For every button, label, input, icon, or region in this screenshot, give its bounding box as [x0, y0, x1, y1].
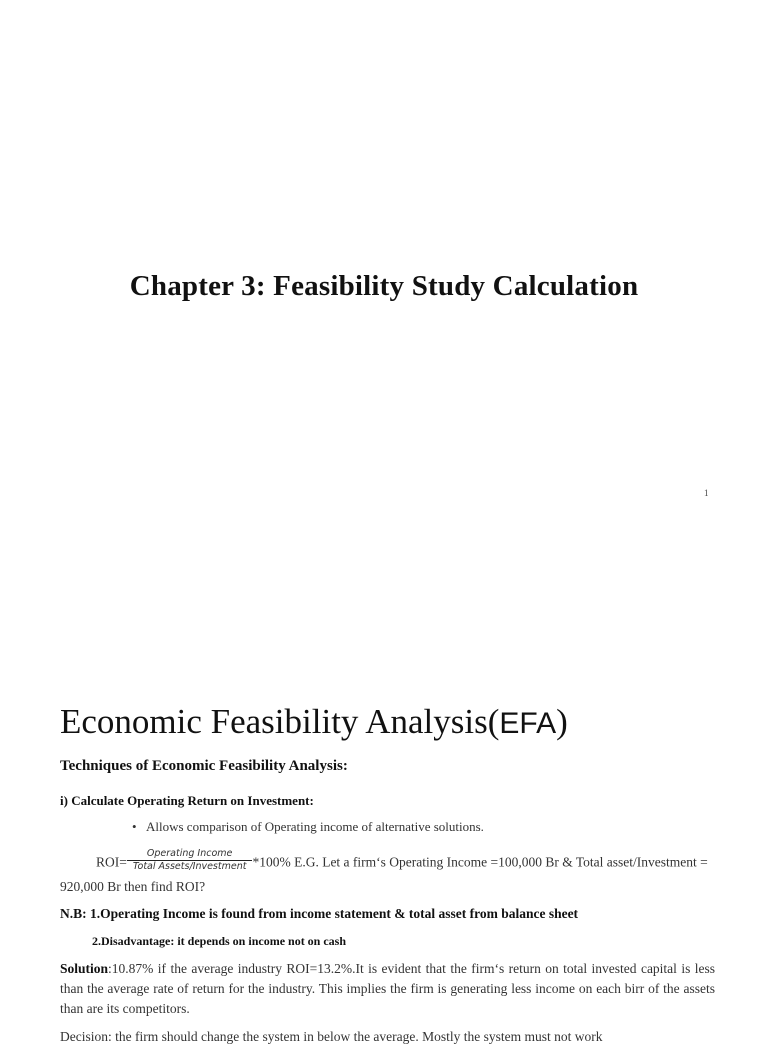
efa-abbreviation: EFA	[499, 707, 557, 740]
efa-heading	[60, 700, 715, 746]
solution-label: Solution	[60, 961, 109, 976]
techniques-heading: Techniques of Economic Feasibility Analysis:	[60, 758, 348, 774]
page-2-content	[60, 700, 715, 1044]
cut-off-paragraph: Decision: the firm should change the system in below the average. Mostly the system must not work	[60, 1029, 603, 1044]
bullet-icon: •	[132, 819, 137, 834]
roi-denominator: Total Assets/Investment	[132, 861, 247, 872]
solution-text: :10.87% if the average industry ROI=13.2%.It is evident that the firm‘s return on total invested capital is less than the average rate of return for the industry. This implies the firm is generating less income on each birr of the assets than are its competitors.	[60, 961, 715, 1016]
efa-heading-text: Economic Feasibility Analysis(	[60, 702, 500, 741]
roi-subheading: i) Calculate Operating Return on Investment:	[60, 793, 314, 808]
bullet-item	[132, 819, 715, 835]
roi-numerator: Operating Income	[127, 848, 253, 861]
chapter-title: Chapter 3: Feasibility Study Calculation	[129, 270, 639, 302]
roi-fraction	[127, 848, 253, 873]
roi-suffix: *100% E.G. Let a firm‘s Operating Income =100,000 Br & Total asset/Investment = 920,000 Br then find ROI?	[60, 854, 708, 894]
roi-prefix: ROI=	[96, 854, 127, 870]
page-number: 1	[704, 488, 709, 498]
nb-note: N.B: 1.Operating Income is found from income statement & total asset from balance sheet	[60, 906, 579, 921]
solution-paragraph	[60, 959, 715, 1019]
disadvantage-note: 2.Disadvantage: it depends on income not on cash	[92, 934, 347, 948]
roi-formula-paragraph	[60, 848, 715, 898]
bullet-text: Allows comparison of Operating income of alternative solutions.	[146, 819, 484, 834]
efa-heading-close: )	[556, 702, 568, 741]
